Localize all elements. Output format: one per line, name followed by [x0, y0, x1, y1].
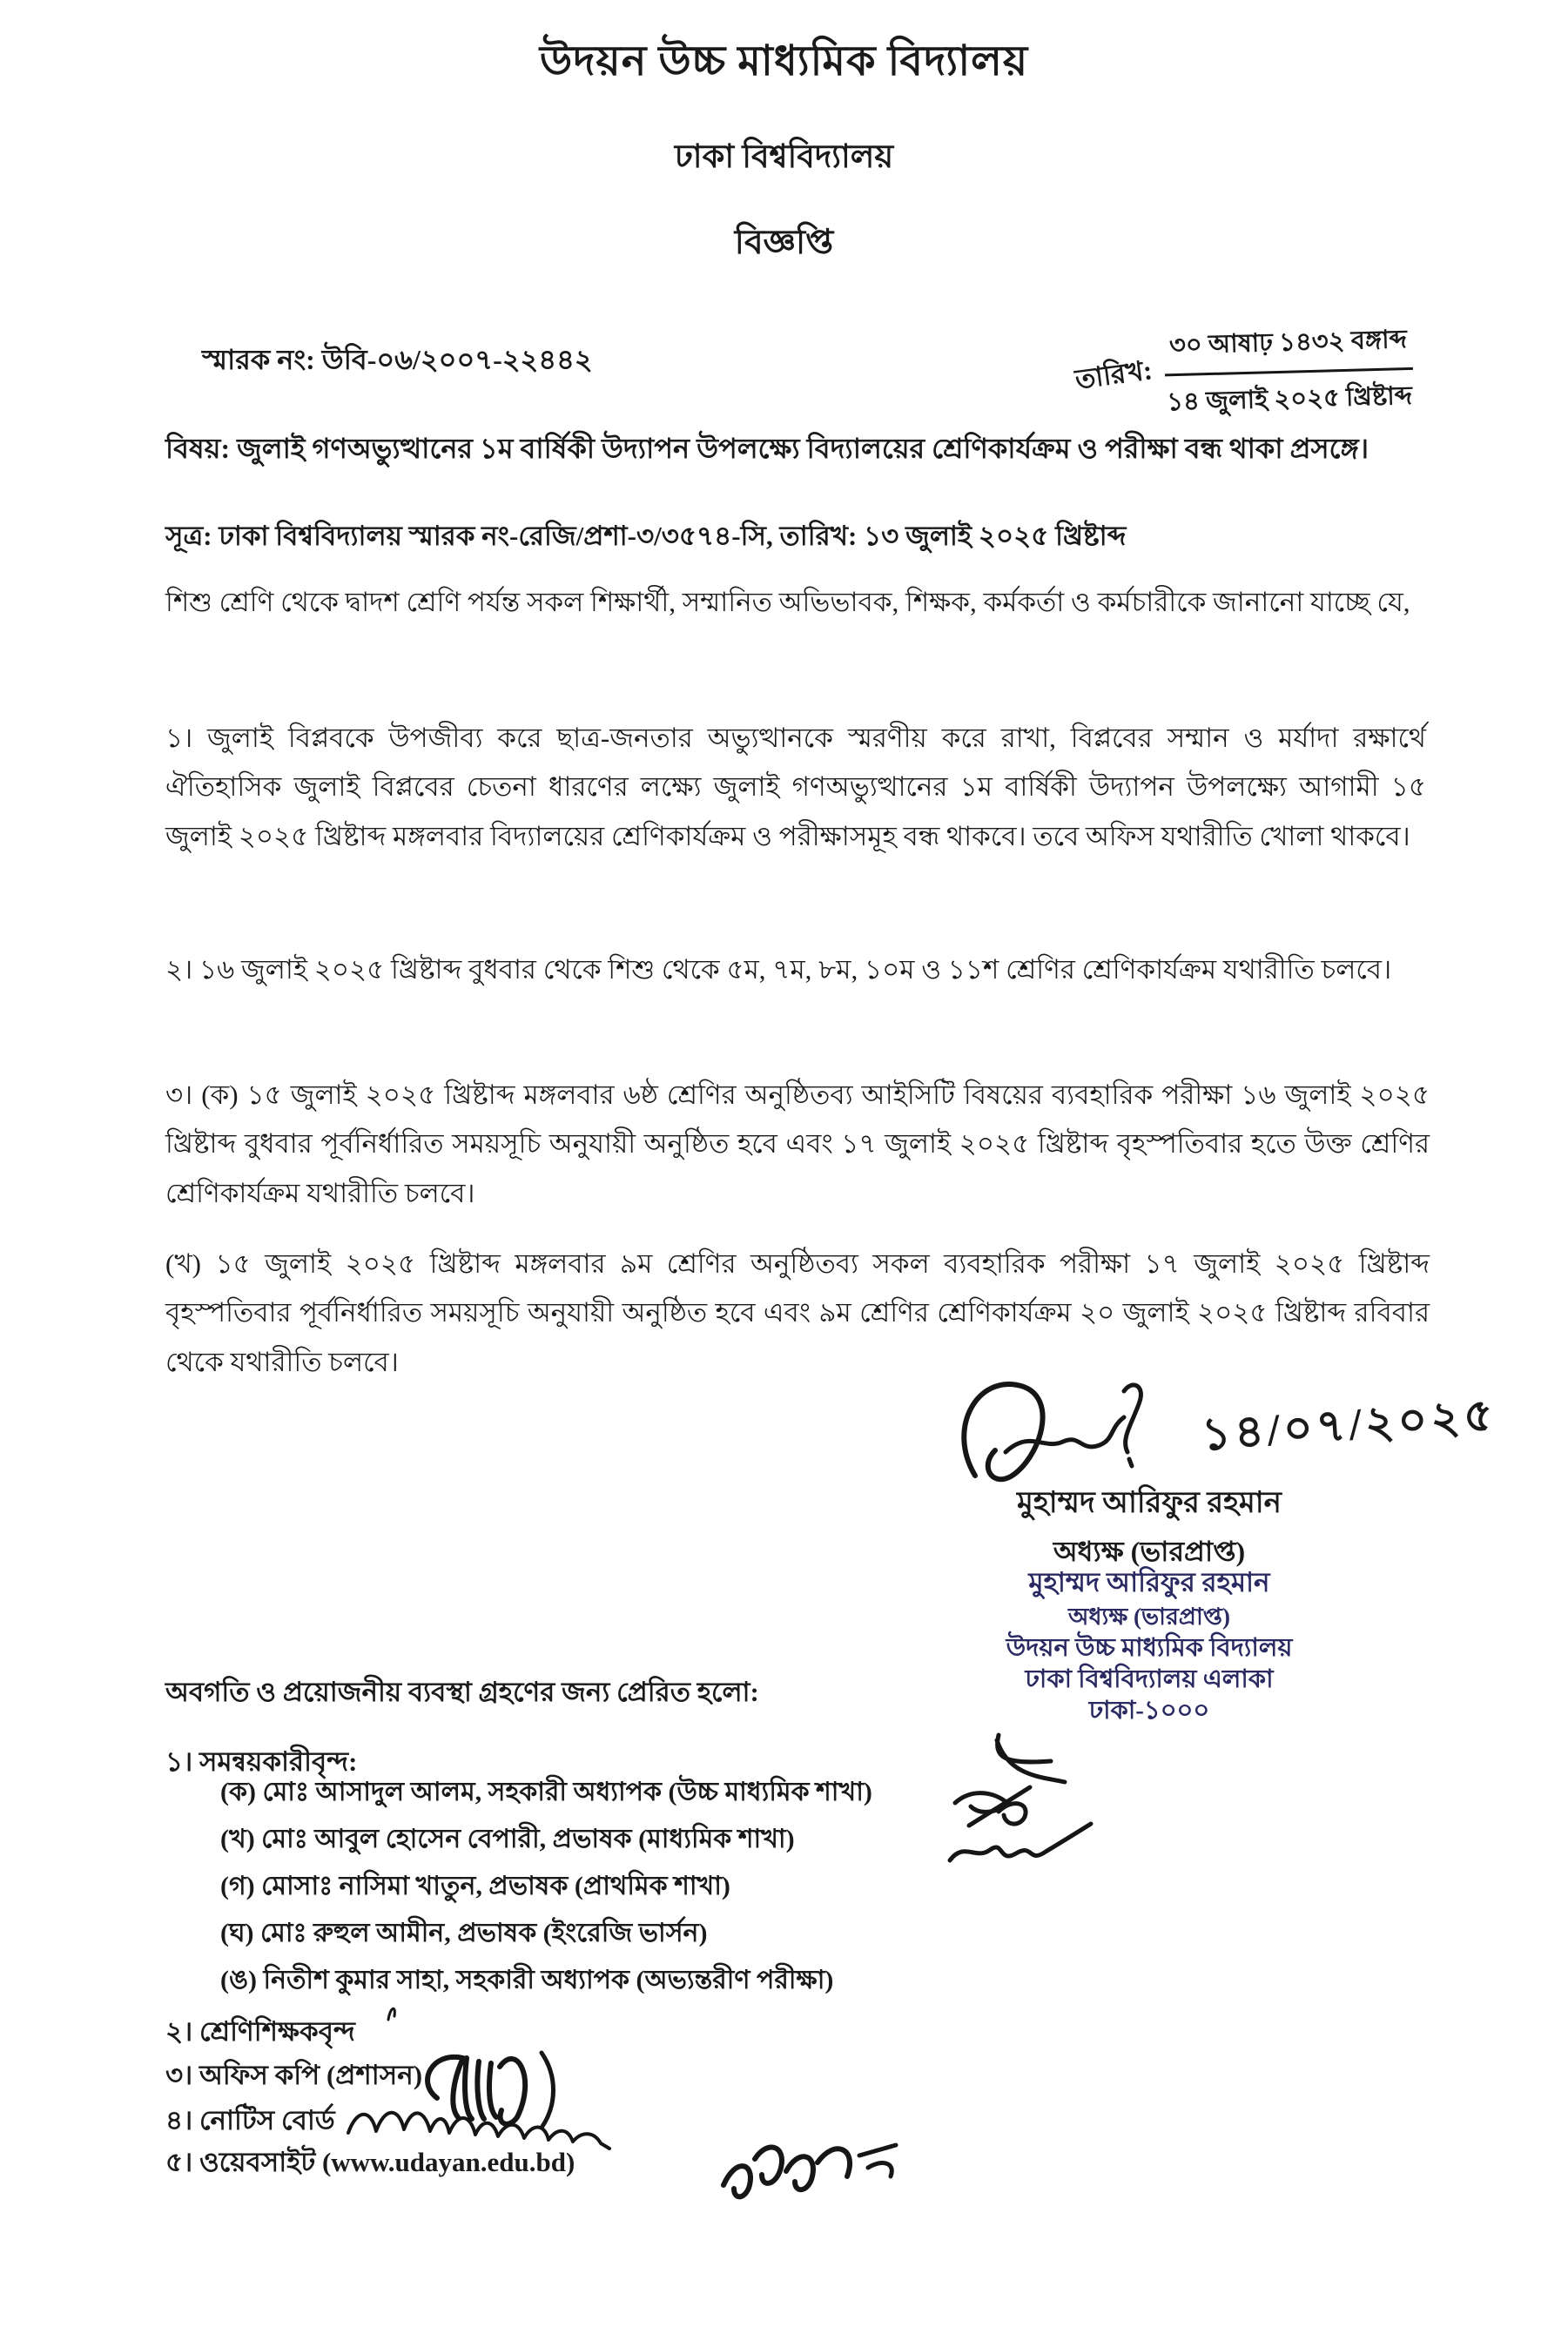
- distribution-item-5: ৫। ওয়েবসাইট (www.udayan.edu.bd): [165, 2147, 575, 2177]
- notice-heading: বিজ্ঞপ্তি: [734, 224, 834, 261]
- coordinator-item: (ঘ) মোঃ রুহুল আমীন, প্রভাষক (ইংরেজি ভার্সন): [220, 1919, 708, 1947]
- distribution-item-3: ৩। অফিস কপি (প্রশাসন): [165, 2060, 423, 2090]
- website-line-signature: [710, 2122, 945, 2220]
- signer-name: মুহাম্মদ আরিফুর রহমান: [1017, 1487, 1282, 1519]
- stamp-school: উদয়ন উচ্চ মাধ্যমিক বিদ্যালয়: [1006, 1633, 1293, 1662]
- stamp-designation: অধ্যক্ষ (ভারপ্রাপ্ত): [1068, 1603, 1230, 1630]
- reference-line: সূত্র: ঢাকা বিশ্ববিদ্যালয় স্মারক নং-রেজি/প্রশা-৩/৩৫৭৪-সি, তারিখ: ১৩ জুলাই ২০২৫ খ্রিষ্টাব্দ: [165, 521, 1127, 551]
- stamp-area: ঢাকা বিশ্ববিদ্যালয় এলাকা: [1025, 1665, 1274, 1694]
- stamp-name: মুহাম্মদ আরিফুর রহমান: [1028, 1567, 1270, 1597]
- date-lines: [1163, 319, 1414, 425]
- principal-signature-scribble: [953, 1367, 1232, 1497]
- intro-paragraph: শিশু শ্রেণি থেকে দ্বাদশ শ্রেণি পর্যন্ত সকল শিক্ষার্থী, সম্মানিত অভিভাবক, শিক্ষক, কর্মকর্তা ও কর্মচারীকে জানানো যাচ্ছে যে,: [165, 587, 1410, 617]
- coordinator-list: [220, 1771, 872, 2006]
- distribution-item-2: ২। শ্রেণিশিক্ষকবৃন্দ: [165, 2016, 355, 2047]
- distribution-item-1: ১। সমন্বয়কারীবৃন্দ:: [165, 1746, 358, 1777]
- memo-number: স্মারক নং: উবি-০৬/২০০৭-২২৪৪২: [202, 344, 593, 375]
- institution-name: ঢাকা বিশ্ববিদ্যালয়: [674, 139, 894, 175]
- date-block: [1074, 319, 1415, 427]
- stamp-postcode: ঢাকা-১০০০: [1088, 1697, 1210, 1725]
- date-label: তারিখ:: [1073, 354, 1154, 395]
- coordinator-signature-scribbles: [945, 1728, 1215, 1880]
- date-gregorian: ১৪ জুলাই ২০২৫ খ্রিষ্টাব্দ: [1166, 381, 1413, 417]
- signer-designation: অধ্যক্ষ (ভারপ্রাপ্ত): [1053, 1536, 1246, 1567]
- school-name: উদয়ন উচ্চ মাধ্যমিক বিদ্যালয়: [539, 38, 1029, 84]
- item2-tick-mark: [383, 1999, 404, 2027]
- handwritten-date: ১৪/০৭/২০২৫: [1200, 1390, 1498, 1461]
- coordinator-item: (ঙ) নিতীশ কুমার সাহা, সহকারী অধ্যাপক (অভ্যন্তরীণ পরীক্ষা): [220, 1966, 834, 1994]
- item-2: ২। ১৬ জুলাই ২০২৫ খ্রিষ্টাব্দ বুধবার থেকে শিশু থেকে ৫ম, ৭ম, ৮ম, ১০ম ও ১১শ শ্রেণির শ্রেণিকার্যক্রম যথারীতি চলবে।: [165, 954, 1392, 985]
- item-1: ১। জুলাই বিপ্লবকে উপজীব্য করে ছাত্র-জনতার অভ্যুত্থানকে স্মরণীয় করে রাখা, বিপ্লবের সম্মান ও মর্যাদা রক্ষার্থে ঐতিহাসিক জুলাই বিপ্লবের চেতনা ধারণের লক্ষ্যে জুলাই গণঅভ্যুত্থানের ১ম বার্ষিকী উদ্যাপন উপলক্ষ্যে আগামী ১৫ জুলাই ২০২৫ খ্রিষ্টাব্দ মঙ্গলবার বিদ্যালয়ের শ্রেণিকার্যক্রম ও পরীক্ষাসমূহ বন্ধ থাকবে। তবে অফিস যথারীতি খোলা থাকবে।: [165, 723, 1426, 851]
- distribution-heading: অবগতি ও প্রয়োজনীয় ব্যবস্থা গ্রহণের জন্য প্রেরিত হলো:: [165, 1677, 759, 1707]
- date-bangla: ৩০ আষাঢ় ১৪৩২ বঙ্গাব্দ: [1163, 319, 1412, 376]
- coordinator-item: (গ) মোসাঃ নাসিমা খাতুন, প্রভাষক (প্রাথমিক শাখা): [220, 1872, 730, 1900]
- subject-line: বিষয়: জুলাই গণঅভ্যুত্থানের ১ম বার্ষিকী উদ্যাপন উপলক্ষ্যে বিদ্যালয়ের শ্রেণিকার্যক্রম ও পরীক্ষা বন্ধ থাকা প্রসঙ্গে।: [165, 433, 1369, 464]
- coordinator-item: (খ) মোঃ আবুল হোসেন বেপারী, প্রভাষক (মাধ্যমিক শাখা): [220, 1825, 795, 1853]
- item-3b: (খ) ১৫ জুলাই ২০২৫ খ্রিষ্টাব্দ মঙ্গলবার ৯ম শ্রেণির অনুষ্ঠিতব্য সকল ব্যবহারিক পরীক্ষা ১৭ জুলাই ২০২৫ খ্রিষ্টাব্দ বৃহস্পতিবার পূর্বনির্ধারিত সময়সূচি অনুযায়ী অনুষ্ঠিত হবে এবং ৯ম শ্রেণির শ্রেণিকার্যক্রম ২০ জুলাই ২০২৫ খ্রিষ্টাব্দ রবিবার থেকে যথারীতি চলবে।: [165, 1248, 1430, 1377]
- coordinator-item: (ক) মোঃ আসাদুল আলম, সহকারী অধ্যাপক (উচ্চ মাধ্যমিক শাখা): [220, 1778, 872, 1806]
- stamp-block: [888, 1567, 1410, 1729]
- distribution-item-4: ৪। নোটিস বোর্ড: [165, 2105, 335, 2135]
- item-3a: ৩। (ক) ১৫ জুলাই ২০২৫ খ্রিষ্টাব্দ মঙ্গলবার ৬ষ্ঠ শ্রেণির অনুষ্ঠিতব্য আইসিটি বিষয়ের ব্যবহারিক পরীক্ষা ১৬ জুলাই ২০২৫ খ্রিষ্টাব্দ বুধবার পূর্বনির্ধারিত সময়সূচি অনুযায়ী অনুষ্ঠিত হবে এবং ১৭ জুলাই ২০২৫ খ্রিষ্টাব্দ বৃহস্পতিবার হতে উক্ত শ্রেণির শ্রেণিকার্যক্রম যথারীতি চলবে।: [165, 1079, 1430, 1208]
